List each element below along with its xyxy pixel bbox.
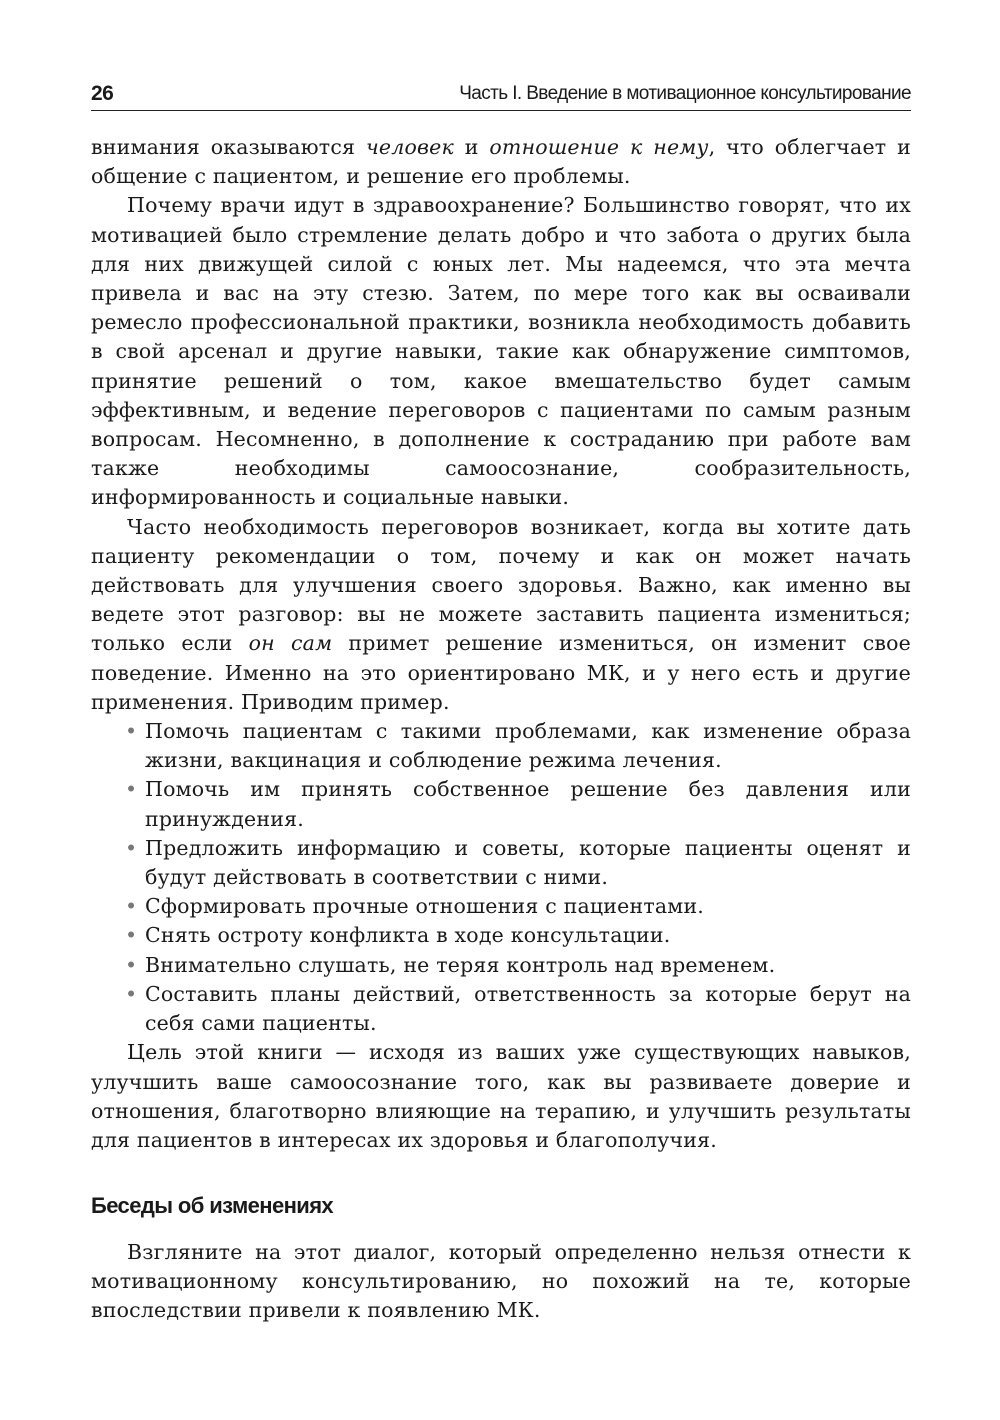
bullet-item bbox=[125, 980, 911, 1038]
bullet-mark: • bbox=[125, 835, 138, 860]
bullet-text: Помочь пациентам с такими проблемами, как изменение образа жизни, вакцинация и соблюдение режима лечения. bbox=[145, 719, 911, 773]
page-number: 26 bbox=[91, 82, 114, 105]
paragraph bbox=[91, 513, 911, 717]
text-run: примет решение измениться, он изменит свое поведение. Именно на это ориентировано МК, и у него есть и другие применения. Приводим пример. bbox=[91, 631, 912, 714]
main-text bbox=[91, 133, 911, 1155]
section-text bbox=[91, 1238, 911, 1326]
section-heading: Беседы об изменениях bbox=[91, 1193, 334, 1218]
emphasis: человек bbox=[365, 135, 454, 159]
paragraph: Почему врачи идут в здравоохранение? Большинство говорят, что их мотивацией было стремление делать добро и что забота о других была для них движущей силой с юных лет. Мы надеемся, что эта мечта привела и вас на эту стезю. Затем, по мере того как вы осваивали ремесло профессиональной практики, возникла необходимость добавить в свой арсенал и другие навыки, такие как обнаружение симптомов, принятие решений о том, какое вмешательство будет самым эффективным, и ведение переговоров с пациентами по самым разным вопросам. Несомненно, в дополнение к состраданию при работе вам также необходимы самоосознание, сообразительность, информированность и социальные навыки. bbox=[91, 193, 911, 510]
bullet-mark: • bbox=[125, 894, 138, 919]
bullet-item bbox=[125, 921, 911, 950]
page-header bbox=[91, 80, 911, 111]
text-run: внимания оказываются bbox=[91, 135, 366, 159]
paragraph: Взгляните на этот диалог, который определенно нельзя отнести к мотивационному консультированию, но похожий на те, которые впоследствии привели к появлению МК. bbox=[91, 1240, 911, 1323]
bullet-text: Внимательно слушать, не теряя контроль над временем. bbox=[145, 952, 776, 977]
paragraph-continued bbox=[91, 133, 911, 191]
text-run: Часто необходимость переговоров возникает, когда вы хотите дать пациенту рекомендации о том, почему и как он может начать действовать для улучшения своего здоровья. Важно, как именно вы ведете этот разговор: вы не можете заставить пациента измениться; только если bbox=[91, 514, 911, 656]
text-run: , что облегчает и общение с пациентом, и решение его проблемы. bbox=[91, 135, 911, 189]
bullet-mark: • bbox=[125, 719, 138, 744]
paragraph: Цель этой книги — исходя из ваших уже существующих навыков, улучшить ваше самоосознание того, как вы развиваете доверие и отношения, благотворно влияющие на терапию, и улучшить результаты для пациентов в интересах их здоровья и благополучия. bbox=[91, 1040, 911, 1152]
bullet-item bbox=[125, 717, 911, 775]
text-run: и bbox=[453, 135, 490, 159]
bullet-text: Сформировать прочные отношения с пациентами. bbox=[145, 894, 705, 919]
bullet-text: Составить планы действий, ответственность за которые берут на себя сами пациенты. bbox=[145, 981, 911, 1036]
emphasis: он сам bbox=[248, 631, 333, 656]
bullet-item bbox=[125, 834, 911, 892]
bullet-mark: • bbox=[125, 777, 138, 802]
running-title: Часть I. Введение в мотивационное консультирование bbox=[459, 83, 911, 104]
bullet-text: Помочь им принять собственное решение без давления или принуждения. bbox=[145, 777, 911, 831]
bullet-item bbox=[125, 951, 911, 980]
bullet-text: Предложить информацию и советы, которые пациенты оценят и будут действовать в соответствии с ними. bbox=[145, 835, 911, 890]
bullet-item bbox=[125, 892, 911, 921]
bullet-item bbox=[125, 775, 911, 833]
bullet-list bbox=[91, 717, 911, 1038]
bullet-mark: • bbox=[125, 923, 138, 948]
emphasis: отношение к нему bbox=[489, 135, 709, 159]
bullet-text: Снять остроту конфликта в ходе консультации. bbox=[145, 923, 671, 948]
bullet-mark: • bbox=[125, 952, 138, 977]
bullet-mark: • bbox=[125, 981, 138, 1006]
